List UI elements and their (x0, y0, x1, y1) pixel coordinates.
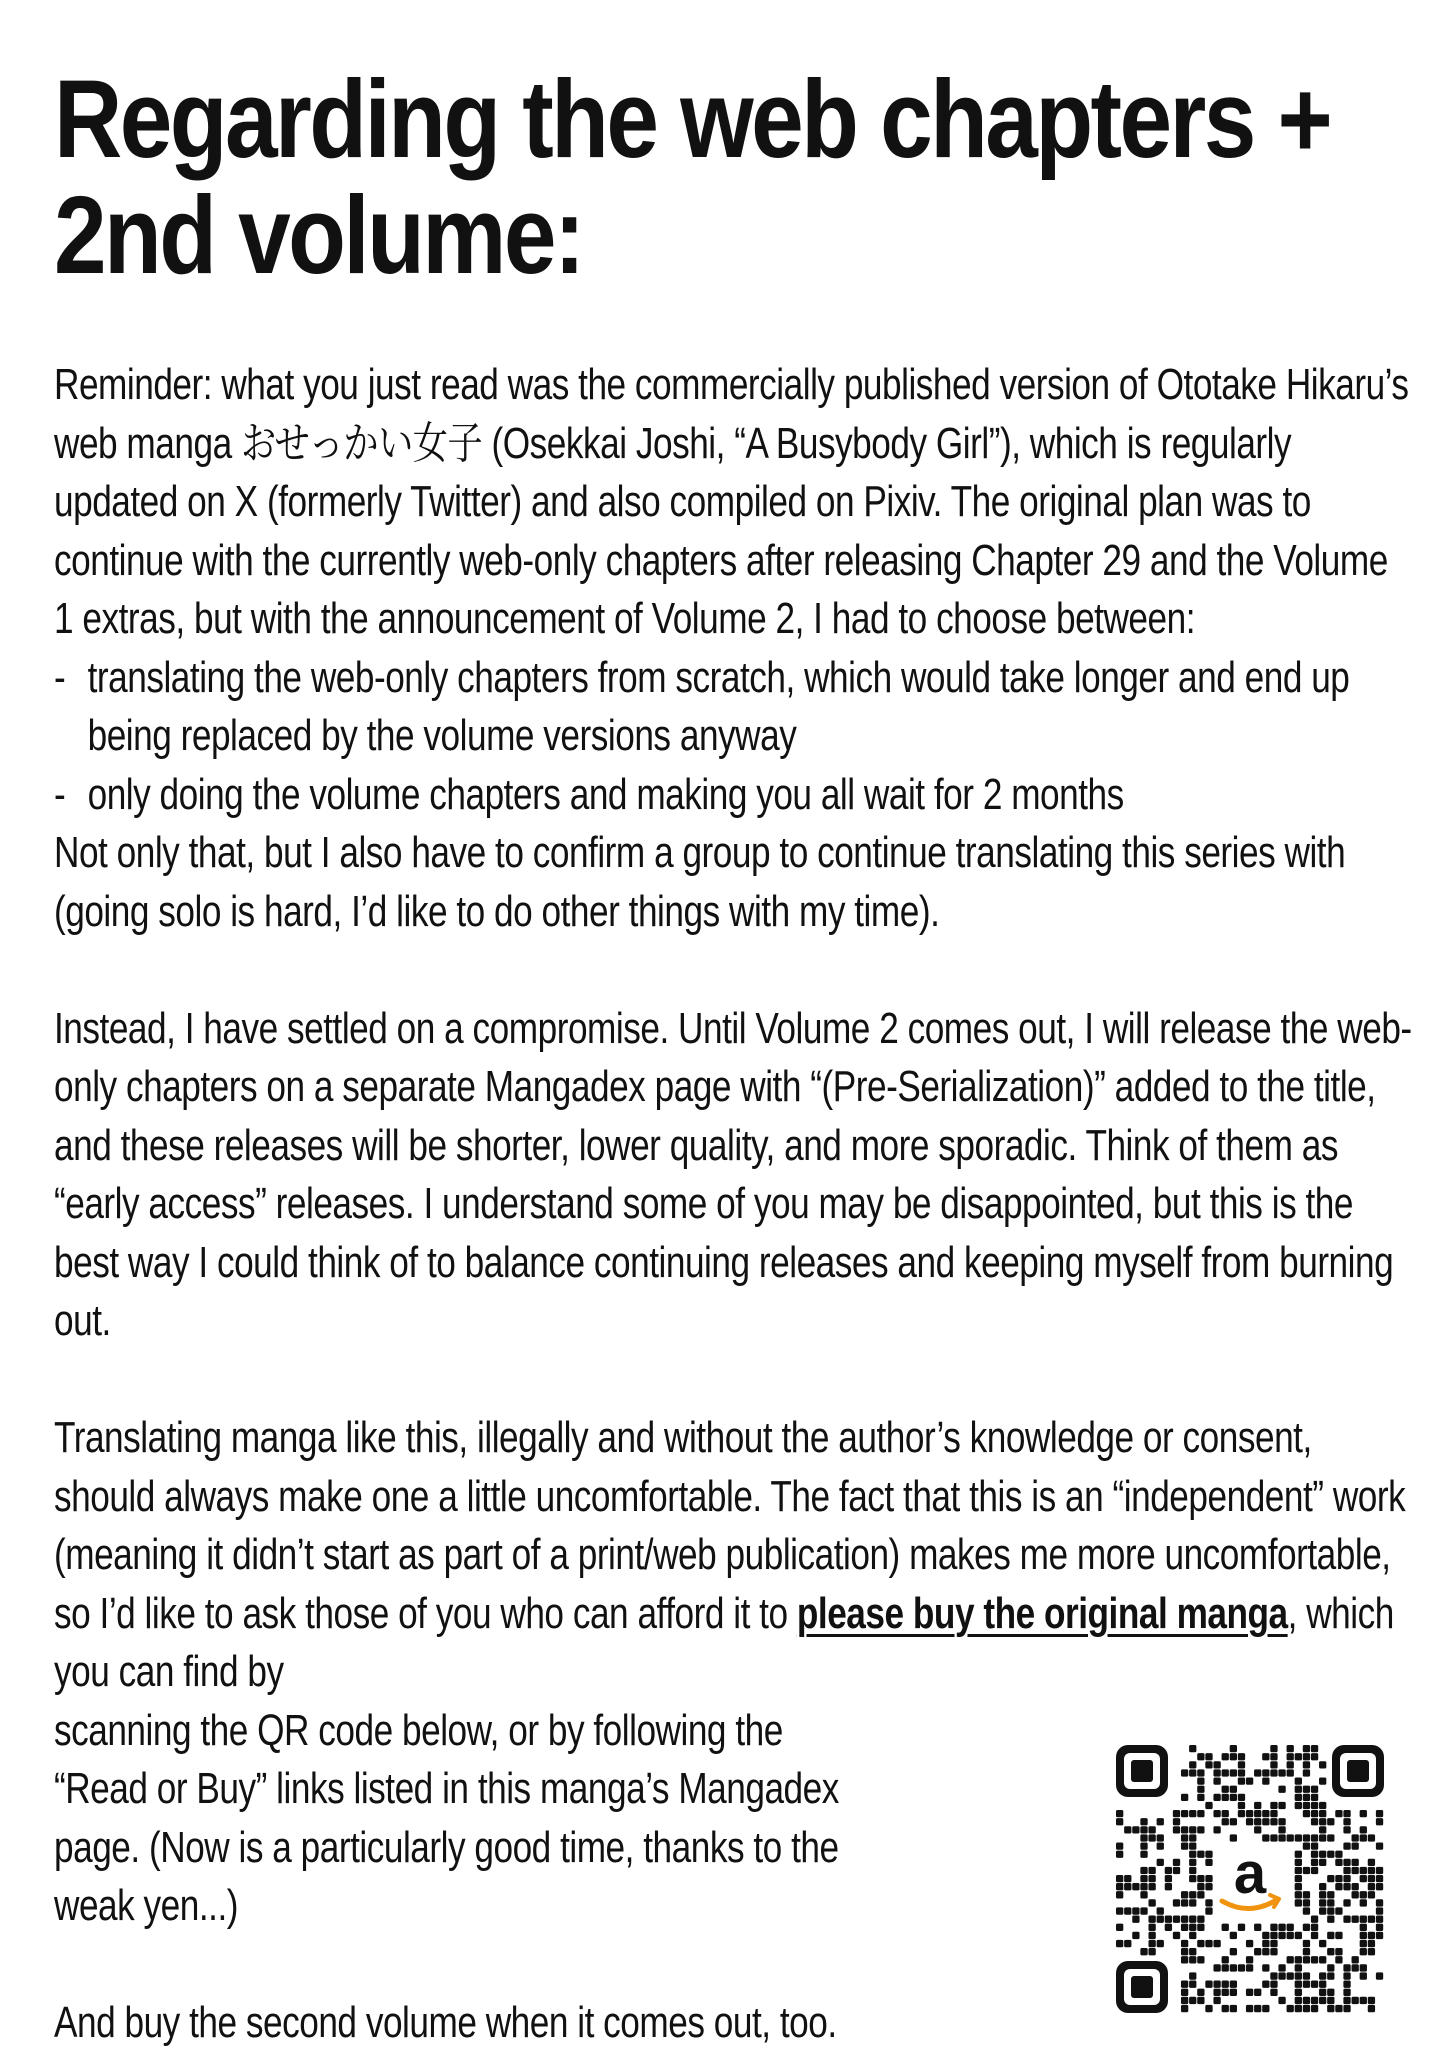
list-item-text: translating the web-only chapters from scratch, which would take longer and end up being replaced by the volume versions anyway (87, 652, 1350, 760)
paragraph-compromise: Instead, I have settled on a compromise. Until Volume 2 comes out, I will release the web-only chapters on a separate Mangadex page with “(Pre-Serialization)” added to the title, and these releases will be shorter, lower quality, and more sporadic. Think of them as “early access” releases. I understand some of you may be disappointed, but this is the best way I could think of to balance continuing releases and keeping myself from burning out. (54, 1003, 1412, 1345)
page-title (54, 58, 1344, 297)
paragraph-reminder: Reminder: what you just read was the commercially published version of Ototake Hikaru’s web manga おせっかい女子 (Osekkai Joshi, “A Busybody Girl”), which is regularly updated on X (formerly Twitter) and also compiled on Pixiv. The original plan was to continue with the currently web-only chapters after releasing Chapter 29 and the Volume 1 extras, but with the announcement of Volume 2, I had to choose between: (54, 360, 1409, 643)
paragraph-closing: And buy the second volume when it comes out, too. (54, 1998, 837, 2047)
paragraph-qr-note: scanning the QR code below, or by following the “Read or Buy” links listed in this manga’s Mangadex page. (Now is a particularly good time, thanks to the weak yen...) (54, 1705, 839, 1930)
support-text-start: Translating manga like this, illegally and without the author’s knowledge or consent, should always make one a little uncomfortable. The fact that this is an “independent” work (meaning it didn’t start as part of a print/web publication) makes me more uncomfortable, so I’d like to ask those of you who can afford it to (54, 1413, 1406, 1638)
list-item-text: only doing the volume chapters and making you all wait for 2 months (87, 769, 1124, 819)
amazon-qr-code[interactable] (1116, 1745, 1384, 2013)
amazon-logo-icon (1214, 1841, 1286, 1915)
qr-finder-top-left (1116, 1745, 1168, 1797)
support-text-end: , which you can find by (54, 1588, 1394, 1696)
bullet-marker: - (54, 769, 66, 819)
svg-text:a: a (1233, 1841, 1267, 1906)
title-line-2: 2nd volume: (54, 174, 583, 297)
paragraph-group-note: Not only that, but I also have to confirm a group to continue translating this series with (going solo is hard, I’d like to do other things with my time). (54, 828, 1346, 936)
title-line-1: Regarding the web chapters + (54, 58, 1331, 181)
bullet-marker: - (54, 652, 66, 702)
list-item (54, 649, 1414, 766)
qr-finder-bottom-left (1116, 1961, 1168, 2013)
buy-original-link[interactable]: please buy the original manga (796, 1588, 1288, 1638)
paragraph-support (54, 1409, 1414, 1702)
list-item (54, 766, 1414, 825)
qr-finder-top-right (1332, 1745, 1384, 1797)
